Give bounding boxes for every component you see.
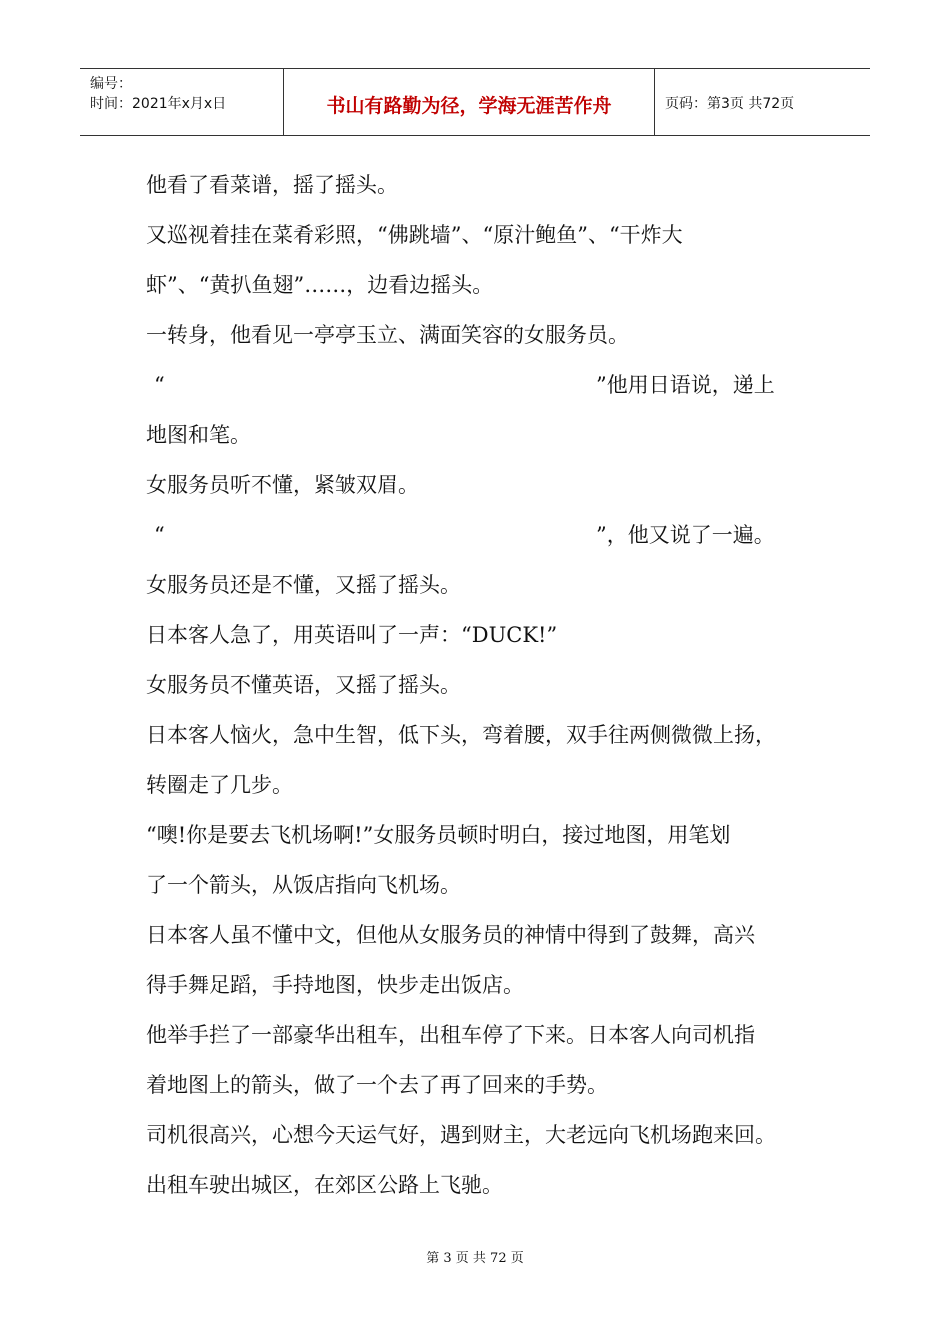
dialogue-blank-line (146, 515, 821, 565)
text-line: “噢!你是要去飞机场啊!”女服务员顿时明白，接过地图，用笔划 (146, 823, 731, 847)
text-line: 出租车驶出城区，在郊区公路上飞驰。 (146, 1173, 503, 1197)
page-footer: 第 3 页 共 72 页 (426, 1251, 524, 1266)
article-body (146, 165, 821, 1215)
text-line: 司机很高兴，心想今天运气好，遇到财主，大老远向飞机场跑来回。 (146, 1123, 776, 1147)
text-line: 着地图上的箭头，做了一个去了再了回来的手势。 (146, 1073, 608, 1097)
text-line: 得手舞足蹈，手持地图，快步走出饭店。 (146, 973, 524, 997)
text-line: 日本客人急了，用英语叫了一声：“DUCK!” (146, 623, 558, 647)
serial-label: 编号： (90, 76, 132, 92)
text-line: 又巡视着挂在菜肴彩照，“佛跳墙”、“原汁鲍鱼”、“干炸大 (146, 223, 683, 247)
text-line: 虾”、“黄扒鱼翅”……，边看边摇头。 (146, 273, 494, 297)
text-line: 女服务员听不懂，紧皱双眉。 (146, 473, 419, 497)
text-line: 一转身，他看见一亭亭玉立、满面笑容的女服务员。 (146, 323, 629, 347)
header-motto-cell (283, 69, 655, 135)
text-line: 日本客人恼火，急中生智，低下头，弯着腰，双手往两侧微微上扬， (146, 723, 776, 747)
text-line: 地图和笔。 (146, 423, 251, 447)
dialogue-tail: ”，他又说了一遍。 (596, 523, 775, 547)
dialogue-blank-line (146, 365, 821, 415)
motto: 书山有路勤为径，学海无涯苦作舟 (326, 95, 612, 117)
open-quote: “ (154, 373, 165, 397)
text-line: 他举手拦了一部豪华出租车，出租车停了下来。日本客人向司机指 (146, 1023, 755, 1047)
header-meta-cell (80, 69, 283, 135)
page-info: 页码：第3页 共72页 (665, 96, 795, 112)
text-line: 了一个箭头，从饭店指向飞机场。 (146, 873, 461, 897)
open-quote: “ (154, 523, 165, 547)
text-line: 他看了看菜谱，摇了摇头。 (146, 173, 398, 197)
text-line: 女服务员不懂英语，又摇了摇头。 (146, 673, 461, 697)
text-line: 转圈走了几步。 (146, 773, 293, 797)
header-page-cell (655, 69, 870, 135)
text-line: 日本客人虽不懂中文，但他从女服务员的神情中得到了鼓舞，高兴 (146, 923, 755, 947)
dialogue-tail: ”他用日语说，递上 (596, 373, 775, 397)
page-header (80, 68, 870, 136)
date-label: 时间：2021年x月x日 (90, 96, 227, 112)
text-line: 女服务员还是不懂，又摇了摇头。 (146, 573, 461, 597)
